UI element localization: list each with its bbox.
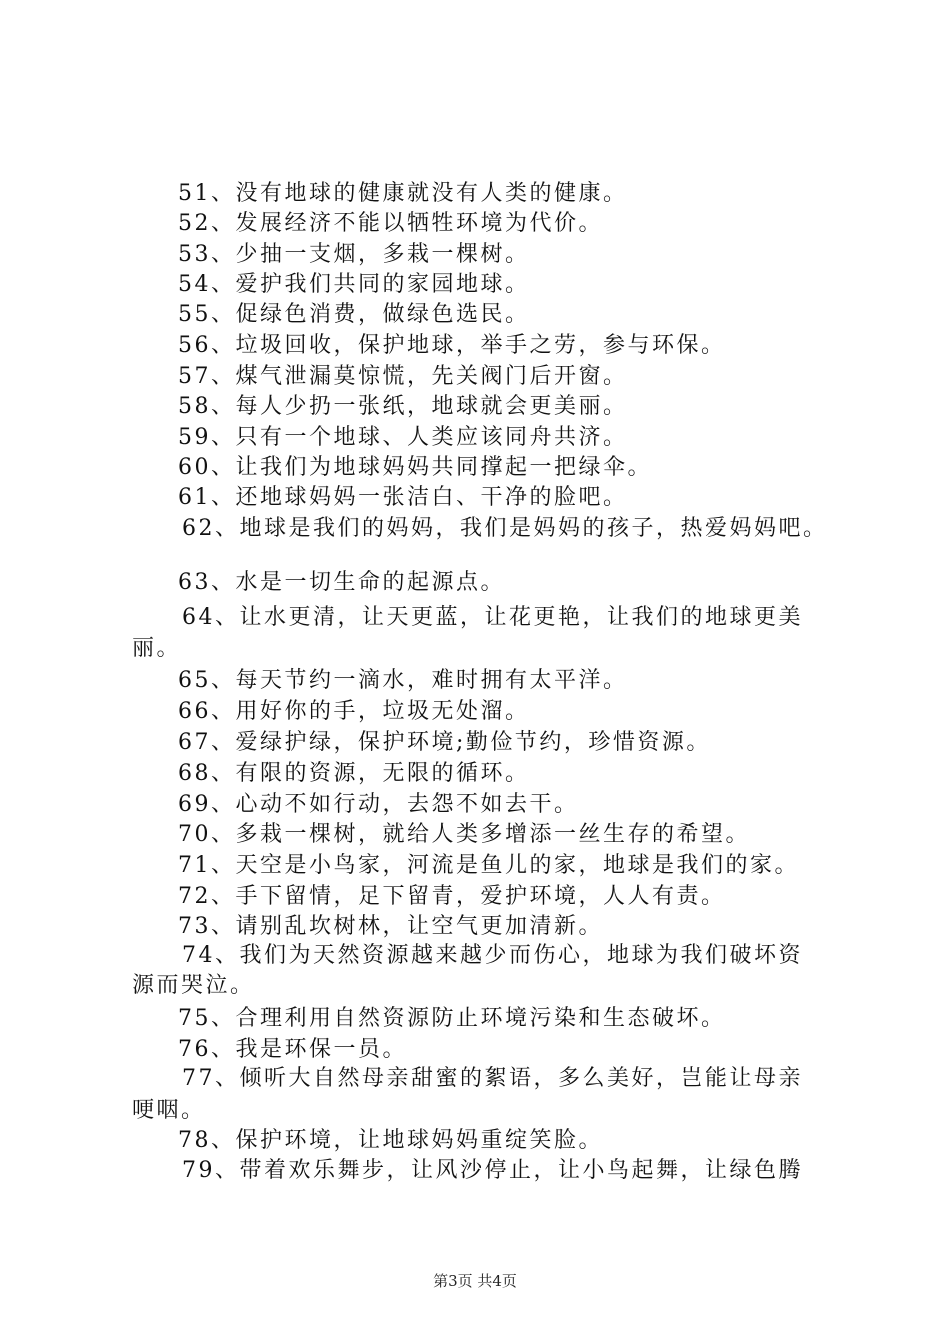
text-line-57: 57、煤气泄漏莫惊慌，先关阀门后开窗。 [178,364,628,389]
text-line-55: 55、促绿色消费，做绿色选民。 [178,302,530,327]
text-line-73: 73、请别乱坎树林，让空气更加清新。 [178,914,603,939]
page-footer: 第3页 共4页 [433,1272,517,1290]
text-line-69: 69、心动不如行动，去怨不如去干。 [178,792,579,817]
text-line-63: 63、水是一切生命的起源点。 [178,570,505,595]
text-line-56: 56、垃圾回收，保护地球，举手之劳，参与环保。 [178,333,726,358]
text-line-77-cont: 哽咽。 [132,1098,206,1123]
text-line-64-cont: 丽。 [132,636,182,661]
text-line-53: 53、少抽一支烟，多栽一棵树。 [178,242,530,267]
text-line-51: 51、没有地球的健康就没有人类的健康。 [178,181,628,206]
text-line-78: 78、保护环境，让地球妈妈重绽笑脸。 [178,1128,603,1153]
text-line-65: 65、每天节约一滴水，难时拥有太平洋。 [178,668,628,693]
text-line-60: 60、让我们为地球妈妈共同撑起一把绿伞。 [178,455,652,480]
text-line-76: 76、我是环保一员。 [178,1037,407,1062]
text-line-52: 52、发展经济不能以牺牲环境为代价。 [178,211,603,236]
text-line-75: 75、合理利用自然资源防止环境污染和生态破坏。 [178,1006,726,1031]
text-line-71: 71、天空是小鸟家，河流是鱼儿的家，地球是我们的家。 [178,853,799,878]
text-line-74: 74、我们为天然资源越来越少而伤心，地球为我们破坏资 [182,943,803,968]
text-line-64: 64、让水更清，让天更蓝，让花更艳，让我们的地球更美 [182,605,803,630]
text-line-68: 68、有限的资源，无限的循环。 [178,761,530,786]
text-line-66: 66、用好你的手，垃圾无处溜。 [178,699,530,724]
text-line-67: 67、爱绿护绿，保护环境;勤俭节约，珍惜资源。 [178,730,711,755]
text-line-70: 70、多栽一棵树，就给人类多增添一丝生存的希望。 [178,822,750,847]
text-line-72: 72、手下留情，足下留青，爱护环境，人人有责。 [178,884,726,909]
text-line-77: 77、倾听大自然母亲甜蜜的絮语，多么美好，岂能让母亲 [182,1066,803,1091]
text-line-58: 58、每人少扔一张纸，地球就会更美丽。 [178,394,628,419]
text-line-54: 54、爱护我们共同的家园地球。 [178,272,530,297]
text-line-74-cont: 源而哭泣。 [132,973,255,998]
text-line-79: 79、带着欢乐舞步，让风沙停止，让小鸟起舞，让绿色腾 [182,1158,803,1183]
text-line-59: 59、只有一个地球、人类应该同舟共济。 [178,425,628,450]
text-line-61: 61、还地球妈妈一张洁白、干净的脸吧。 [178,485,628,510]
text-line-62: 62、地球是我们的妈妈，我们是妈妈的孩子，热爱妈妈吧。 [182,516,828,541]
